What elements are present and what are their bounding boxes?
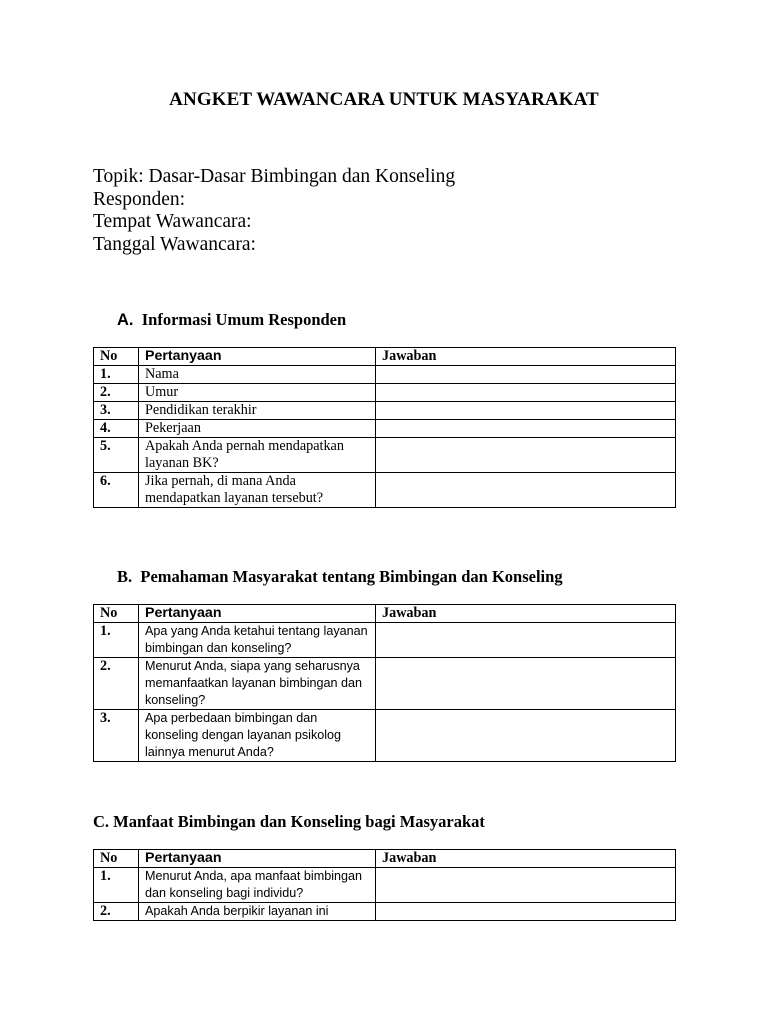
table-row xyxy=(94,623,676,658)
row-question: Apa perbedaan bimbingan dan konseling dengan layanan psikolog lainnya menurut Anda? xyxy=(139,710,376,762)
header-pertanyaan: Pertanyaan xyxy=(139,850,376,868)
header-no: No xyxy=(94,348,139,366)
row-no: 2. xyxy=(94,903,139,921)
document-title: ANGKET WAWANCARA UNTUK MASYARAKAT xyxy=(169,89,599,110)
row-no: 3. xyxy=(94,402,139,420)
row-question: Umur xyxy=(139,384,376,402)
row-question: Apakah Anda pernah mendapatkan layanan BK? xyxy=(139,438,376,473)
row-no: 3. xyxy=(94,710,139,762)
row-question: Nama xyxy=(139,366,376,384)
header-pertanyaan: Pertanyaan xyxy=(139,605,376,623)
row-no: 2. xyxy=(94,384,139,402)
table-row xyxy=(94,384,676,402)
date-line: Tanggal Wawancara: xyxy=(93,233,256,255)
interview-info xyxy=(93,166,455,256)
section-b-title: Pemahaman Masyarakat tentang Bimbingan dan Konseling xyxy=(140,567,563,586)
table-row xyxy=(94,366,676,384)
place-line: Tempat Wawancara: xyxy=(93,211,252,232)
header-jawaban: Jawaban xyxy=(376,348,676,366)
row-answer[interactable] xyxy=(376,438,676,473)
table-row xyxy=(94,420,676,438)
table-header-row xyxy=(94,605,676,623)
row-question: Menurut Anda, siapa yang seharusnya memanfaatkan layanan bimbingan dan konseling? xyxy=(139,658,376,710)
table-row xyxy=(94,438,676,473)
table-row xyxy=(94,402,676,420)
section-a-table xyxy=(93,347,676,508)
row-answer[interactable] xyxy=(376,402,676,420)
row-answer[interactable] xyxy=(376,658,676,710)
row-no: 5. xyxy=(94,438,139,473)
table-header-row xyxy=(94,850,676,868)
section-c-heading xyxy=(93,812,485,832)
table-row xyxy=(94,710,676,762)
table-row xyxy=(94,868,676,903)
row-no: 6. xyxy=(94,473,139,508)
row-answer[interactable] xyxy=(376,868,676,903)
respondent-line: Responden: xyxy=(93,188,186,210)
row-question: Apa yang Anda ketahui tentang layanan bimbingan dan konseling? xyxy=(139,623,376,658)
header-no: No xyxy=(94,850,139,868)
header-no: No xyxy=(94,605,139,623)
row-answer[interactable] xyxy=(376,366,676,384)
row-no: 4. xyxy=(94,420,139,438)
row-no: 1. xyxy=(94,366,139,384)
table-header-row xyxy=(94,348,676,366)
section-b-letter: B. xyxy=(117,567,133,586)
row-answer[interactable] xyxy=(376,473,676,508)
section-c-table xyxy=(93,849,676,921)
row-no: 1. xyxy=(94,623,139,658)
topic-line: Topik: Dasar-Dasar Bimbingan dan Konseling xyxy=(93,166,456,187)
table-row xyxy=(94,658,676,710)
row-no: 2. xyxy=(94,658,139,710)
section-b-table xyxy=(93,604,676,762)
row-answer[interactable] xyxy=(376,623,676,658)
table-row xyxy=(94,473,676,508)
row-question: Jika pernah, di mana Anda mendapatkan layanan tersebut? xyxy=(139,473,376,508)
header-jawaban: Jawaban xyxy=(376,605,676,623)
table-row xyxy=(94,903,676,921)
row-question: Pendidikan terakhir xyxy=(139,402,376,420)
header-jawaban: Jawaban xyxy=(376,850,676,868)
row-question: Apakah Anda berpikir layanan ini xyxy=(139,903,376,921)
section-a-letter: A. xyxy=(117,311,134,329)
section-a-heading xyxy=(117,310,346,330)
row-question: Pekerjaan xyxy=(139,420,376,438)
row-answer[interactable] xyxy=(376,420,676,438)
row-question: Menurut Anda, apa manfaat bimbingan dan konseling bagi individu? xyxy=(139,868,376,903)
section-c-title: C. Manfaat Bimbingan dan Konseling bagi Masyarakat xyxy=(93,812,485,831)
section-b-heading xyxy=(117,567,563,587)
row-answer[interactable] xyxy=(376,710,676,762)
section-a-title: Informasi Umum Responden xyxy=(141,310,347,329)
row-answer[interactable] xyxy=(376,903,676,921)
header-pertanyaan: Pertanyaan xyxy=(139,348,376,366)
row-answer[interactable] xyxy=(376,384,676,402)
row-no: 1. xyxy=(94,868,139,903)
